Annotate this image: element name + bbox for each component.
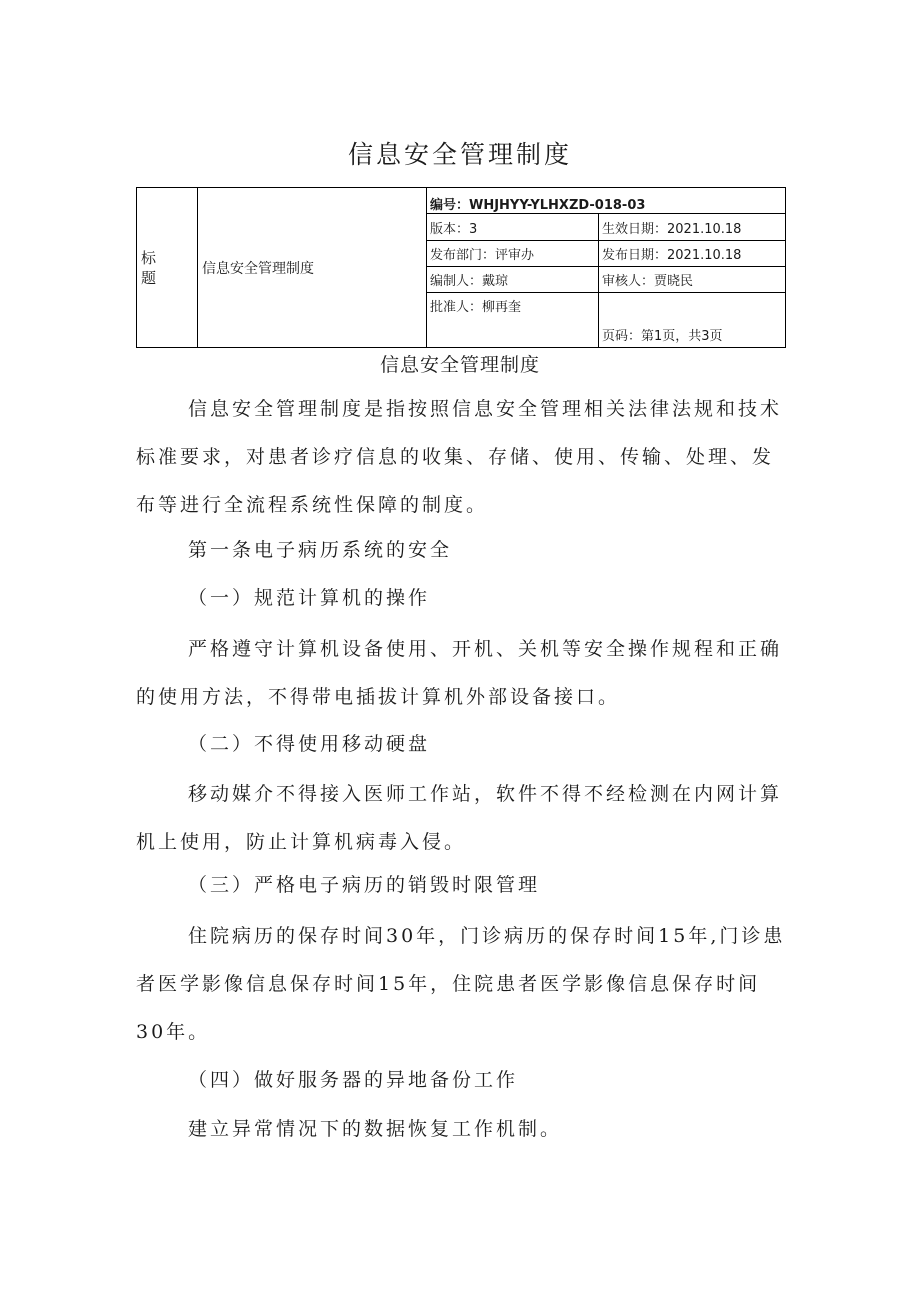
section-2-heading: （二）不得使用移动硬盘	[188, 733, 431, 755]
section-1-heading: （一）规范计算机的操作	[188, 587, 431, 609]
meta-code: 编号：WHJHYY-YLHXZD-018-03	[427, 188, 785, 214]
meta-publish-date: 发布日期：2021.10.18	[599, 241, 785, 267]
section-1-text: 严格遵守计算机设备使用、开机、关机等安全操作规程和正确的使用方法，不得带电插拔计算机外部设备接口。	[136, 638, 783, 708]
section-4-text: 建立异常情况下的数据恢复工作机制。	[188, 1118, 563, 1140]
meta-label-cell	[137, 188, 198, 348]
section-4-heading: （四）做好服务器的异地备份工作	[188, 1069, 519, 1091]
meta-document-name: 信息安全管理制度	[202, 260, 314, 277]
document-subtitle: 信息安全管理制度	[379, 354, 540, 376]
meta-name-cell	[198, 188, 427, 348]
meta-department: 发布部门：评审办	[427, 241, 599, 267]
meta-label: 标 题	[141, 248, 157, 287]
meta-author: 编制人：戴琼	[427, 267, 599, 293]
meta-version: 版本：3	[427, 214, 599, 241]
meta-page: 页码：第1页，共3页	[602, 329, 723, 344]
article-1-heading: 第一条电子病历系统的安全	[188, 539, 453, 561]
document-meta-table	[136, 187, 786, 348]
section-3-heading: （三）严格电子病历的销毁时限管理	[188, 874, 541, 896]
section-2-text: 移动媒介不得接入医师工作站，软件不得不经检测在内网计算机上使用，防止计算机病毒入侵。	[136, 783, 783, 853]
intro-paragraph: 信息安全管理制度是指按照信息安全管理相关法律法规和技术标准要求，对患者诊疗信息的收集、存储、使用、传输、处理、发布等进行全流程系统性保障的制度。	[136, 398, 783, 516]
meta-detail-cell	[427, 188, 786, 348]
meta-effective-date: 生效日期：2021.10.18	[599, 214, 785, 241]
section-3-text: 住院病历的保存时间30年，门诊病历的保存时间15年,门诊患者医学影像信息保存时间15年，住院患者医学影像信息保存时间30年。	[136, 925, 786, 1043]
meta-detail-grid	[427, 188, 785, 347]
meta-approver: 批准人：柳再奎	[427, 293, 599, 347]
document-title: 信息安全管理制度	[347, 139, 572, 169]
meta-reviewer: 审核人：贾晓民	[599, 267, 785, 293]
